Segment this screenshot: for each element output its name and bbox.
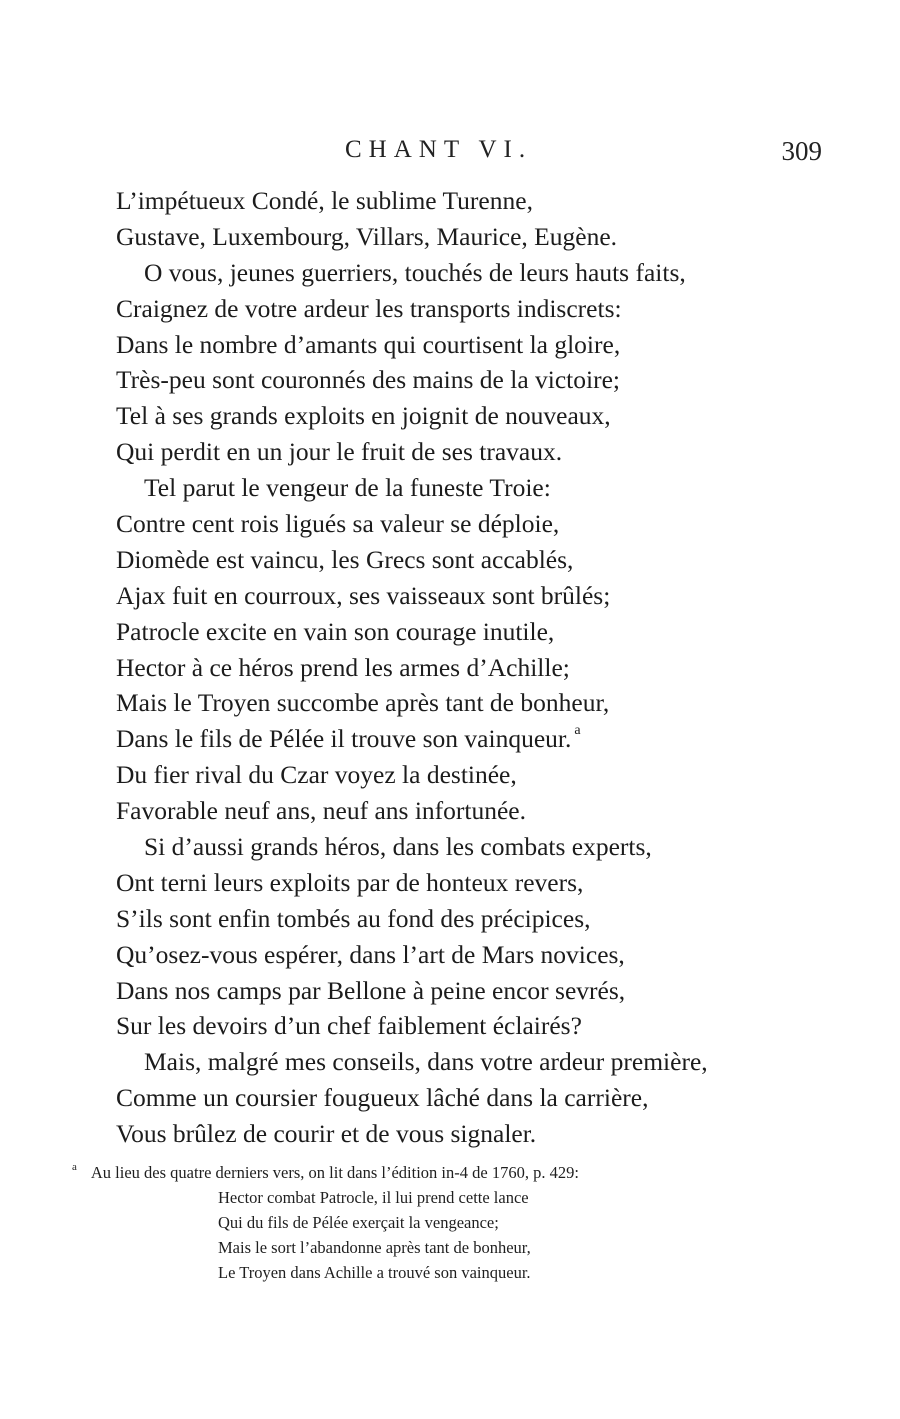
footnote-verse: Le Troyen dans Achille a trouvé son vainqueur. xyxy=(218,1263,531,1282)
verse-line: Dans nos camps par Bellone à peine encor sevrés, xyxy=(116,975,626,1005)
footnote-marker: a xyxy=(72,1161,77,1173)
verse-line: L’impétueux Condé, le sublime Turenne, xyxy=(116,186,533,215)
verse-line: Contre cent rois ligués sa valeur se déploie, xyxy=(116,509,560,539)
footnote xyxy=(72,1160,772,1285)
verse-line: Diomède est vaincu, les Grecs sont accablés, xyxy=(116,544,574,574)
verse-line: Qui perdit en un jour le fruit de ses travaux. xyxy=(116,437,563,467)
footnote-verse: Qui du fils de Pélée exerçait la vengeance; xyxy=(218,1213,499,1232)
footnote-verse: Mais le sort l’abandonne après tant de bonheur, xyxy=(218,1238,531,1257)
verse-line: Tel parut le vengeur de la funeste Troie: xyxy=(144,473,551,503)
verse-line: Qu’osez-vous espérer, dans l’art de Mars novices, xyxy=(116,939,625,969)
footnote-reference: a xyxy=(574,723,581,739)
verse-line: O vous, jeunes guerriers, touchés de leurs hauts faits, xyxy=(144,257,686,287)
verse-line: Mais, malgré mes conseils, dans votre ardeur première, xyxy=(144,1047,708,1077)
verse-line: Comme un coursier fougueux lâché dans la carrière, xyxy=(116,1083,649,1113)
footnote-intro-text: Au lieu des quatre derniers vers, on lit dans l’édition in-4 de 1760, p. 429: xyxy=(90,1163,579,1182)
poem-text xyxy=(116,183,796,1152)
verse-line: Très-peu sont couronnés des mains de la victoire; xyxy=(116,365,620,395)
verse-line: Ont terni leurs exploits par de honteux revers, xyxy=(116,867,584,897)
verse-line: Hector à ce héros prend les armes d’Achille; xyxy=(116,652,570,682)
verse-line: Si d’aussi grands héros, dans les combats experts, xyxy=(144,832,652,862)
verse-line: Gustave, Luxembourg, Villars, Maurice, Eugène. xyxy=(116,221,618,251)
verse-line: Sur les devoirs d’un chef faiblement éclairés? xyxy=(116,1011,582,1041)
running-header xyxy=(0,136,900,170)
verse-line: Favorable neuf ans, neuf ans infortunée. xyxy=(116,796,526,826)
verse-line: Tel à ses grands exploits en joignit de nouveaux, xyxy=(116,401,611,431)
page-number: 309 xyxy=(781,136,822,166)
verse-line: Dans le nombre d’amants qui courtisent la gloire, xyxy=(116,329,621,359)
verse-line-with-note xyxy=(116,721,796,757)
verse-line: Du fier rival du Czar voyez la destinée, xyxy=(116,760,517,790)
verse-line: Ajax fuit en courroux, ses vaisseaux sont brûlés; xyxy=(116,580,611,610)
verse-line: Patrocle excite en vain son courage inutile, xyxy=(116,616,555,646)
verse-line: Craignez de votre ardeur les transports indiscrets: xyxy=(116,293,622,323)
chapter-title: CHANT VI. xyxy=(345,136,533,163)
verse-line: Mais le Troyen succombe après tant de bonheur, xyxy=(116,688,610,718)
verse-text: Dans le fils de Pélée il trouve son vainqueur. xyxy=(116,724,572,754)
verse-line: Vous brûlez de courir et de vous signaler. xyxy=(116,1119,537,1149)
footnote-intro xyxy=(72,1160,772,1185)
footnote-verse: Hector combat Patrocle, il lui prend cette lance xyxy=(218,1188,529,1207)
verse-line: S’ils sont enfin tombés au fond des précipices, xyxy=(116,903,591,933)
